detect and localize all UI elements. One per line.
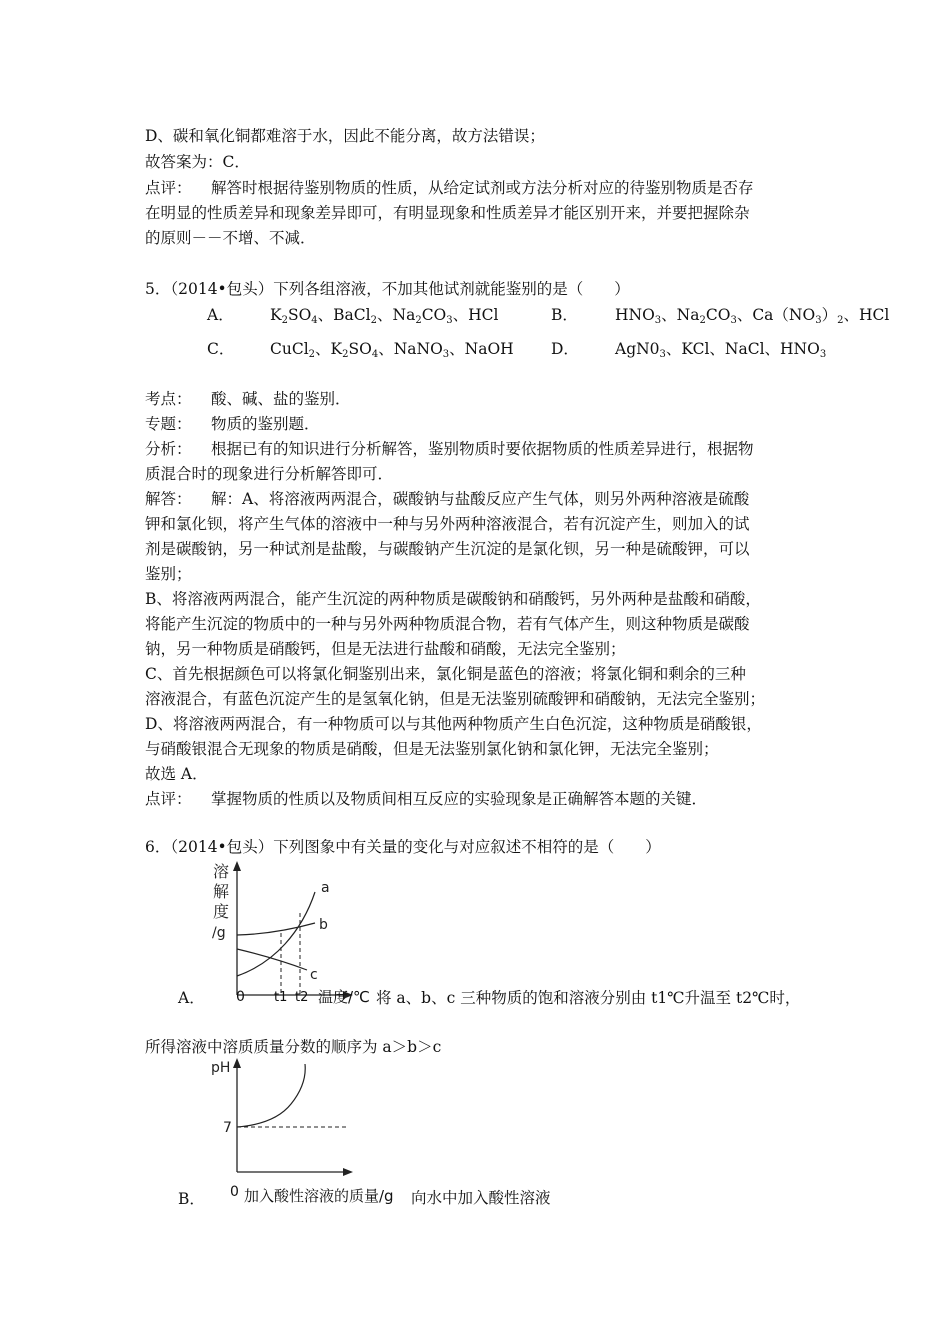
q4-comment-line-2: 在明显的性质差异和现象差异即可，有明显现象和性质差异才能区别开来，并要把握除杂: [145, 204, 750, 222]
q5-jieda-label: 解答：: [145, 490, 192, 508]
graph-a-x-label: 温度/℃: [318, 988, 370, 1006]
q4-comment-line-3: 的原则－－不增、不减．: [145, 229, 316, 247]
q5-zhuanti-label: 专题：: [145, 415, 192, 433]
q5-dianping-label: 点评：: [145, 790, 192, 808]
q5-jieda-line-6: 将能产生沉淀的物质中的一种与另外两种物质混合物，若有气体产生，则这种物质是碳酸: [145, 615, 750, 633]
q5-option-b-label: B．: [551, 306, 578, 324]
ph-curve: [237, 1064, 305, 1127]
q5-stem: 5．（2014•包头）下列各组溶液，不加其他试剂就能鉴别的是（ ）: [145, 280, 630, 298]
q5-zhuanti-text: 物质的鉴别题．: [211, 415, 320, 433]
q5-jieda-line-8: C、首先根据颜色可以将氯化铜鉴别出来，氯化铜是蓝色的溶液；将氯化铜和剩余的三种: [145, 665, 746, 683]
q4-answer: 故答案为：C．: [145, 153, 250, 171]
q5-jieda-line-3: 剂是碳酸钠，另一种试剂是盐酸，与碳酸钠产生沉淀的是氯化钡，另一种是硫酸钾，可以: [145, 540, 750, 558]
graph-b-x-label: 加入酸性溶液的质量/g: [244, 1187, 394, 1205]
q5-jieda-line-2: 钾和氯化钡，将产生气体的溶液中一种与另外两种溶液混合，若有沉淀产生，则加入的试: [145, 515, 750, 533]
y-axis-arrow: [233, 861, 241, 871]
q4-option-d-line: D、碳和氧化铜都难溶于水，因此不能分离，故方法错误；: [145, 127, 545, 145]
q5-option-d-label: D．: [551, 340, 579, 358]
graph-a-t2: t2: [295, 990, 309, 1005]
ph-y-label: pH: [211, 1060, 231, 1076]
q5-zhuanti: [145, 414, 320, 434]
curve-c-label: c: [310, 967, 318, 983]
y-label-3: 度: [213, 902, 230, 921]
q6-option-b-text: 向水中加入酸性溶液: [411, 1189, 551, 1207]
y-label-2: 解: [213, 882, 230, 901]
q5-option-c-label: C．: [207, 340, 235, 358]
ph-y-tick-7: 7: [223, 1120, 232, 1136]
q5-dianping-text: 掌握物质的性质以及物质间相互反应的实验现象是正确解答本题的关键．: [211, 790, 708, 808]
curve-b: [237, 923, 315, 935]
q5-jieda-line-11: 与硝酸银混合无现象的物质是硝酸，但是无法鉴别氯化钠和氯化钾，无法完全鉴别；: [145, 740, 719, 758]
q5-jieda-line-10: D、将溶液两两混合，有一种物质可以与其他两种物质产生白色沉淀，这种物质是硝酸银，: [145, 715, 762, 733]
q5-jieda-line-4: 鉴别；: [145, 565, 192, 583]
curve-a-label: a: [321, 880, 330, 896]
q6-option-a-label: A．: [178, 989, 205, 1007]
ph-y-axis-arrow: [233, 1058, 241, 1068]
q6-option-a-text: 将 a、b、c 三种物质的饱和溶液分别由 t1℃升温至 t2℃时，: [376, 989, 801, 1007]
q6-option-a-text-2: 所得溶液中溶质质量分数的顺序为 a＞b＞c: [145, 1038, 442, 1056]
q5-option-a-label: A．: [207, 306, 234, 324]
ph-graph: [205, 1052, 355, 1177]
y-label-1: 溶: [213, 862, 230, 881]
graph-a-origin: 0: [236, 989, 245, 1005]
q5-kaodian-text: 酸、碱、盐的鉴别．: [211, 390, 351, 408]
q5-fenxi-line-2: 质混合时的现象进行分析解答即可．: [145, 465, 394, 483]
graph-a-t1: t1: [274, 990, 288, 1005]
q5-jieda-line-7: 钠，另一种物质是硝酸钙，但是无法进行盐酸和硝酸，无法完全鉴别；: [145, 640, 626, 658]
solubility-graph: [205, 858, 355, 1008]
q5-kaodian: [145, 389, 351, 409]
ph-x-axis-arrow: [343, 1168, 353, 1176]
q5-option-a-text: $K_2SO_4$、BaCl$_2$、$Na_2CO_3$、HCl: [270, 306, 499, 326]
q5-fenxi-text-1: 根据已有的知识进行分析解答，鉴别物质时要依据物质的性质差异进行，根据物: [211, 440, 754, 458]
q5-jieda-line-5: B、将溶液两两混合，能产生沉淀的两种物质是碳酸钠和硝酸钙，另外两种是盐酸和硝酸，: [145, 590, 761, 608]
q5-jieda-line-9: 溶液混合，有蓝色沉淀产生的是氢氧化钠，但是无法鉴别硫酸钾和硝酸钠，无法完全鉴别；: [145, 690, 766, 708]
graph-b-origin: 0: [230, 1184, 239, 1200]
q5-fenxi-label: 分析：: [145, 440, 192, 458]
q4-comment-text-1: 解答时根据待鉴别物质的性质，从给定试剂或方法分析对应的待鉴别物质是否存: [211, 179, 754, 197]
y-label-unit: /g: [212, 925, 226, 941]
q5-jieda-line-12: 故选 A．: [145, 765, 208, 783]
curve-c: [237, 949, 307, 970]
q4-comment-label: 点评：: [145, 179, 192, 197]
q5-jieda-text-1: 解：A、将溶液两两混合，碳酸钠与盐酸反应产生气体，则另外两种溶液是硫酸: [211, 490, 750, 508]
q6-option-b-label: B．: [178, 1190, 205, 1208]
q5-jieda-line-1: [145, 489, 749, 509]
q5-option-d-text: $AgN0_3$、KCl、NaCl、$HNO_3$: [615, 340, 827, 360]
q5-option-b-text: $HNO_3$、$Na_2CO_3$、$Ca(NO_3)_2$、HCl: [615, 306, 890, 326]
q5-kaodian-label: 考点：: [145, 390, 192, 408]
q4-comment-line-1: [145, 178, 754, 198]
q5-dianping: [145, 789, 707, 809]
q6-stem: 6．（2014•包头）下列图象中有关量的变化与对应叙述不相符的是（ ）: [145, 838, 661, 856]
q5-option-c-text: CuCl$_2$、$K_2SO_4$、NaNO$_3$、NaOH: [270, 340, 514, 360]
curve-b-label: b: [319, 917, 328, 933]
q5-fenxi-line-1: [145, 439, 754, 459]
